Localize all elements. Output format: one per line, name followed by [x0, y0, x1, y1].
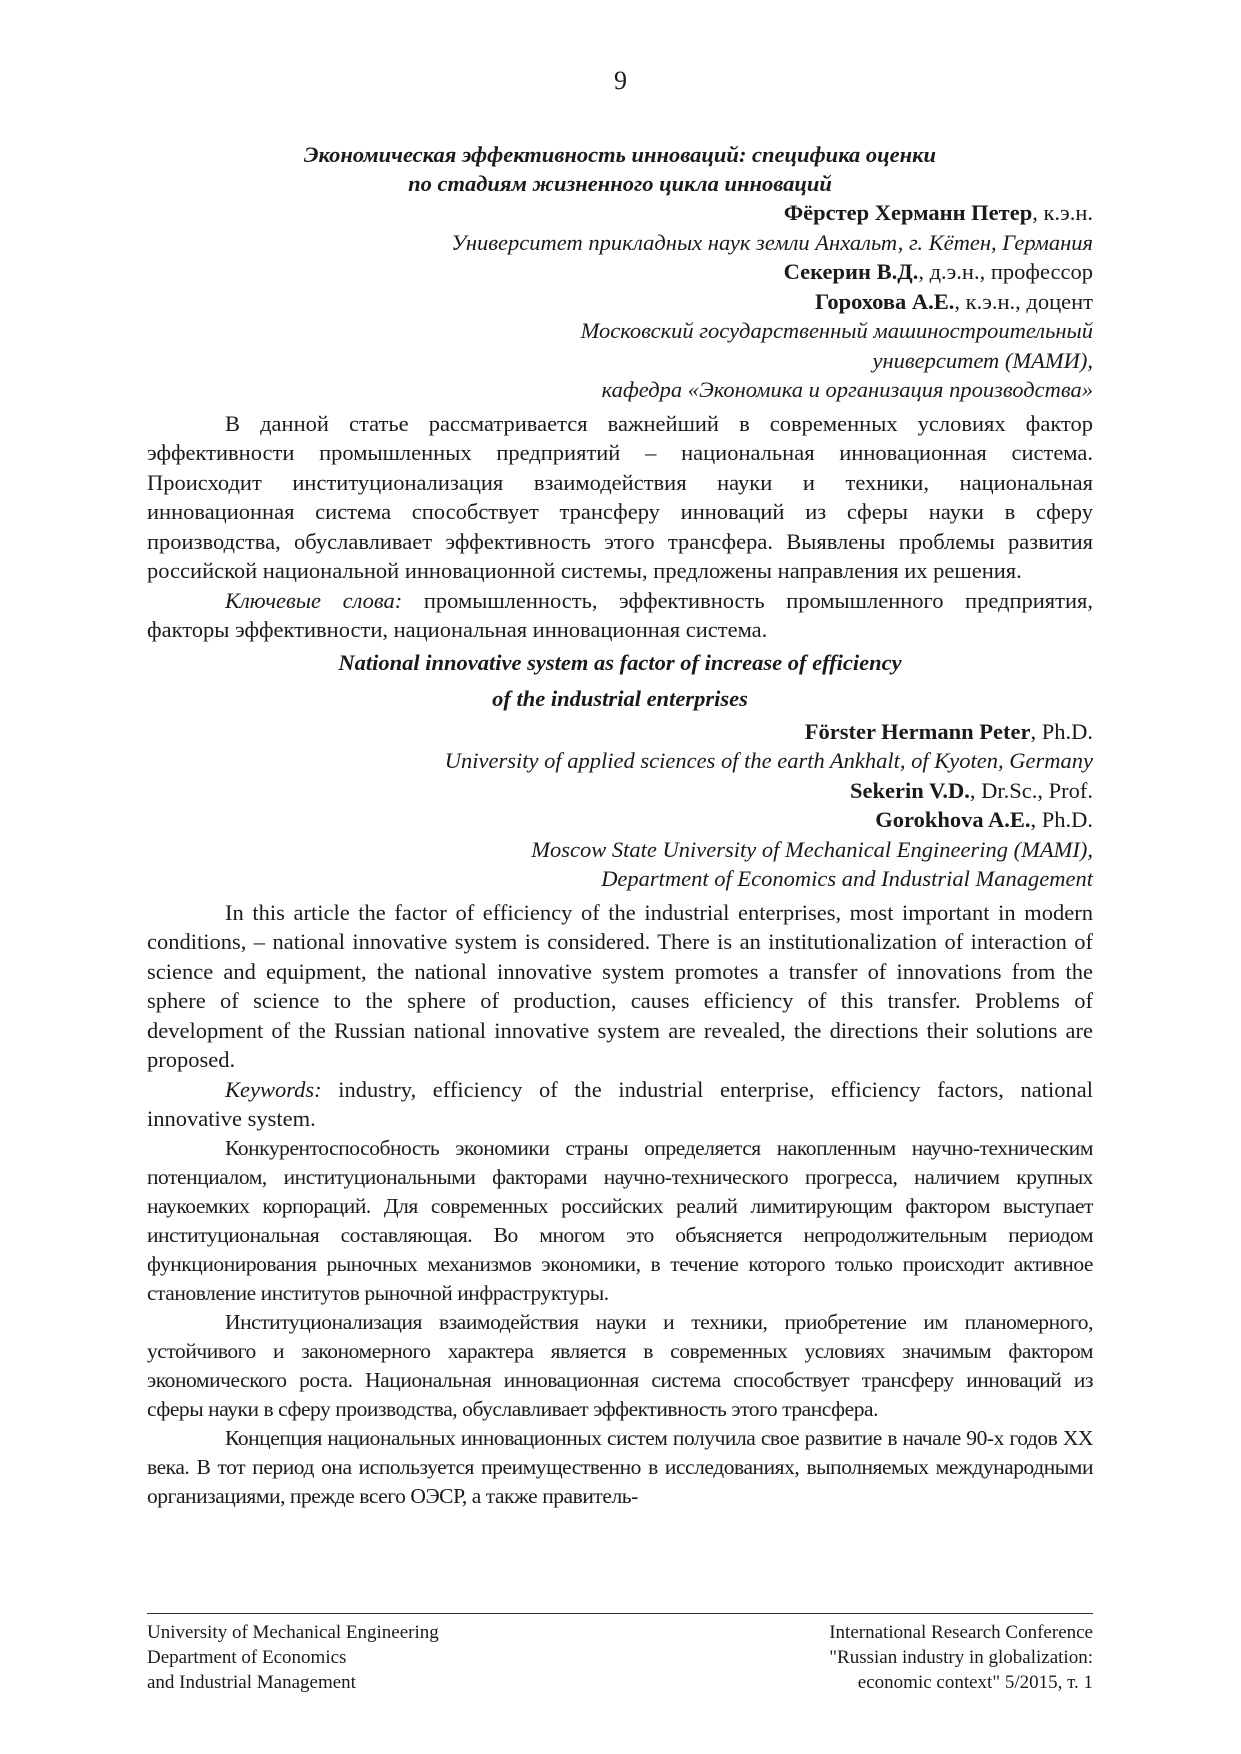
author-degree: , Dr.Sc., Prof.: [969, 777, 1093, 803]
en-abstract: In this article the factor of efficiency of the industrial enterprises, most important in modern conditions, – national innovative system is considered. There is an institutionalization of interaction of science and equipment, the national innovative system promotes a transfer of innovations from the sphere of science to the sphere of production, causes efficiency of this transfer. Problems of development of the Russian national innovative system are revealed, the directions their solutions are proposed.: [147, 899, 1093, 1072]
author-name: Förster Hermann Peter: [804, 718, 1031, 744]
ru-title-line: Экономическая эффективность инноваций: специфика оценки: [303, 142, 937, 167]
author-degree: , к.э.н.: [1032, 200, 1093, 225]
footer-line: and Industrial Management: [147, 1672, 356, 1693]
en-affiliation: Moscow State University of Mechanical Engineering (MAMI),: [531, 836, 1093, 862]
ru-affiliation: Университет прикладных наук земли Анхальт, г. Кётен, Германия: [451, 229, 1093, 255]
en-affiliation: University of applied sciences of the earth Ankhalt, of Kyoten, Germany: [444, 748, 1093, 773]
ru-affiliation: Московский государственный машиностроительный: [580, 318, 1093, 343]
keywords-text: industry, efficiency of the industrial enterprise, efficiency factors, national innovative system.: [147, 1076, 1093, 1131]
author-name: Фёрстер Херманн Петер: [783, 200, 1033, 225]
author-degree: , к.э.н., доцент: [954, 288, 1093, 314]
ru-author: [147, 198, 1093, 228]
ru-title: [147, 140, 1093, 198]
footer-left: [147, 1620, 439, 1695]
author-degree: , Ph.D.: [1030, 807, 1093, 832]
author-degree: , д.э.н., профессор: [918, 259, 1093, 284]
author-name: Горохова А.Е.: [814, 288, 955, 314]
ru-affiliation: университет (МАМИ),: [872, 347, 1093, 373]
body-paragraph: Концепция национальных инновационных систем получила свое развитие в начале 90-х годов XX века. В тот период она используется преимущественно в исследованиях, выполняемых международными организациями, прежде всего ОЭСР, а также правитель-: [147, 1425, 1093, 1508]
footer-line: "Russian industry in globalization:: [829, 1647, 1093, 1668]
en-author: [147, 776, 1093, 806]
keywords-label: Keywords:: [225, 1076, 322, 1102]
keywords-text: промышленность, эффективность промышленного предприятия, факторы эффективности, национальная инновационная система.: [147, 587, 1093, 642]
body-text: [147, 1134, 1093, 1511]
footer-line: economic context" 5/2015, т. 1: [857, 1672, 1093, 1693]
ru-affiliation: кафедра «Экономика и организация производства»: [601, 377, 1093, 402]
body-paragraph: Конкурентоспособность экономики страны определяется накопленным научно-техническим потенциалом, институциональными факторами научно-технического прогресса, наличием крупных наукоемких корпораций. Для современных российских реалий лимитирующим фактором выступает институциональная составляющая. Во многом это объясняется непродолжительным периодом функционирования рыночных механизмов экономики, в течение которого только происходит активное становление институтов рыночной инфраструктуры.: [147, 1135, 1093, 1305]
en-keywords: [147, 1075, 1093, 1134]
keywords-label: Ключевые слова:: [225, 587, 403, 613]
ru-author: [147, 257, 1093, 287]
ru-keywords: [147, 586, 1093, 645]
en-affiliation: Department of Economics and Industrial Management: [601, 866, 1093, 891]
footer-right: [829, 1620, 1093, 1695]
footer-line: Department of Economics: [147, 1647, 347, 1668]
en-author: [147, 717, 1093, 747]
page-number: 9: [614, 66, 627, 95]
en-title: [147, 645, 1093, 717]
author-degree: , Ph.D.: [1030, 718, 1093, 744]
article: [147, 140, 1093, 1511]
footer-line: University of Mechanical Engineering: [147, 1622, 439, 1643]
author-name: Gorokhova A.E.: [875, 807, 1031, 832]
page-footer: [147, 1613, 1093, 1695]
author-name: Секерин В.Д.: [783, 259, 919, 284]
author-name: Sekerin V.D.: [850, 777, 970, 803]
body-paragraph: Институционализация взаимодействия науки и техники, приобретение им планомерного, устойчивого и закономерного характера является в современных условиях значимым фактором экономического роста. Национальная инновационная система способствует трансферу инноваций из сферы науки в сферу производства, обуславливает эффективность этого трансфера.: [147, 1309, 1093, 1421]
footer-line: International Research Conference: [829, 1622, 1093, 1643]
en-title-line: of the industrial enterprises: [492, 685, 748, 711]
ru-author: [147, 287, 1093, 317]
ru-abstract: В данной статье рассматривается важнейший в современных условиях фактор эффективности промышленных предприятий – национальная инновационная система. Происходит институционализация взаимодействия науки и техники, национальная инновационная система способствует трансферу инноваций из сферы науки в сферу производства, обуславливает эффективность этого трансфера. Выявлены проблемы развития российской национальной инновационной системы, предложены направления их решения.: [147, 410, 1093, 583]
ru-title-line: по стадиям жизненного цикла инноваций: [408, 171, 832, 196]
en-title-line: National innovative system as factor of increase of efficiency: [338, 649, 902, 675]
en-author: [147, 805, 1093, 835]
